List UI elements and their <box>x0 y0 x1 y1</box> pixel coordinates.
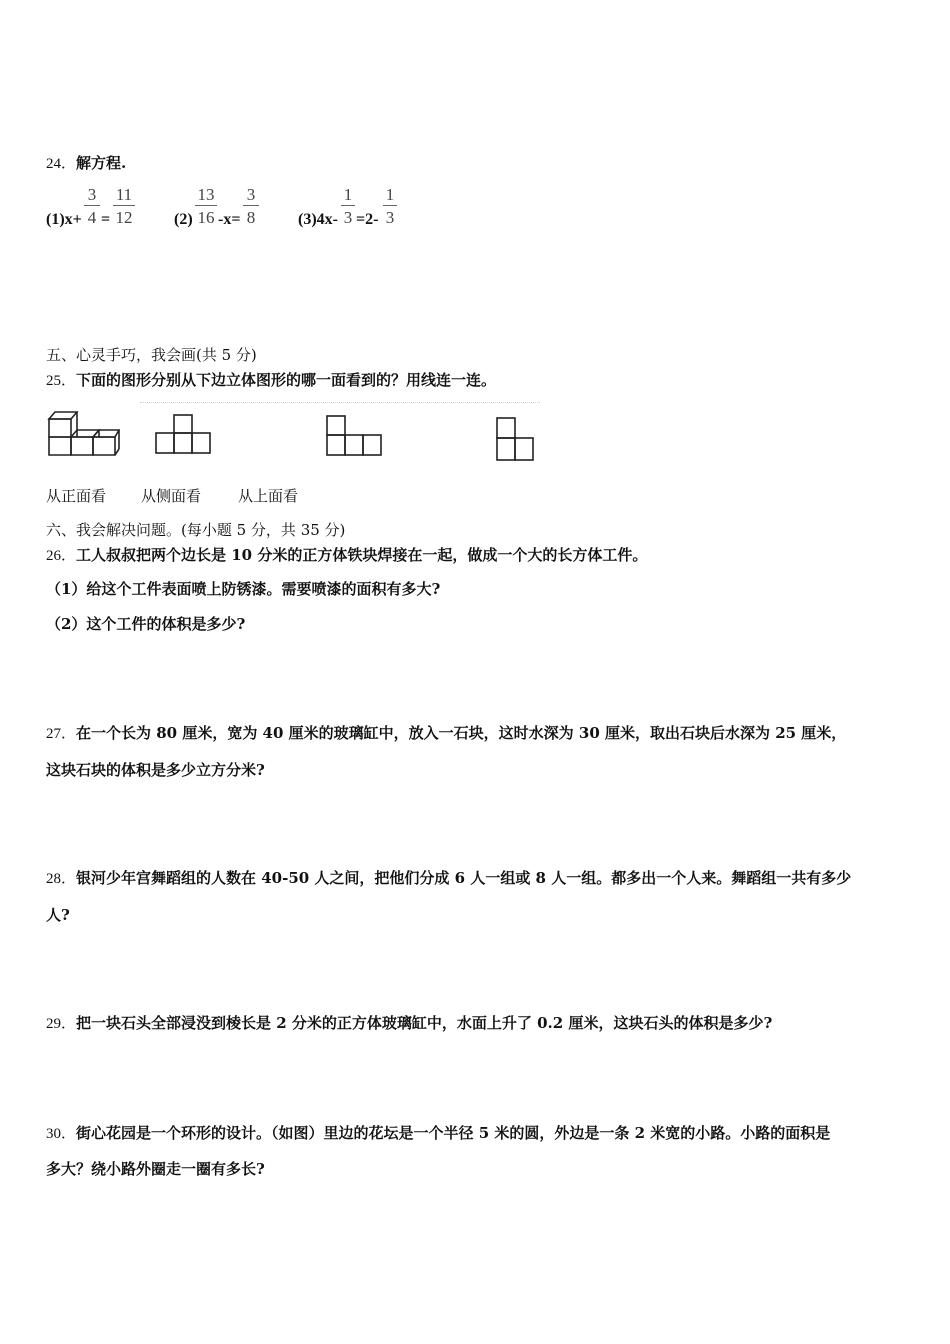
eq3-fraction-1 <box>341 186 355 226</box>
q27-text-1: 在一个长为 80 厘米，宽为 40 厘米的玻璃缸中，放入一石块，这时水深为 30 厘米，取出石块后水深为 25 厘米， <box>76 724 847 742</box>
q24-heading <box>46 152 126 173</box>
fraction-bar <box>84 205 100 206</box>
q24-number: 24． <box>46 156 77 172</box>
scan-noise <box>140 402 540 403</box>
eq2-fraction-1 <box>195 186 217 226</box>
eq3-f1-numerator: 1 <box>343 185 353 204</box>
fraction-bar <box>195 205 217 206</box>
eq2-f1-denominator: 16 <box>197 208 215 227</box>
eq2-fraction-2 <box>243 186 259 226</box>
q26-text: 工人叔叔把两个边长是 10 分米的正方体铁块焊接在一起，做成一个大的长方体工件。 <box>76 546 648 564</box>
eq1-label: (1)x+ <box>46 211 82 228</box>
q28-number: 28． <box>46 871 77 887</box>
q26-heading <box>46 544 647 565</box>
fraction-bar <box>113 205 135 206</box>
eq2-f2-denominator: 8 <box>246 208 256 227</box>
section-5-title: 五、心灵手巧，我会画(共 5 分) <box>46 346 257 364</box>
square <box>327 416 345 435</box>
view-label-front: 从正面看 <box>46 487 107 505</box>
q28-line2: 人? <box>46 906 70 924</box>
q25-text: 下面的图形分别从下边立体图形的哪一面看到的？用线连一连。 <box>76 371 497 389</box>
square <box>515 438 533 460</box>
section-6-title: 六、我会解决问题。(每小题 5 分，共 35 分) <box>46 521 346 539</box>
square <box>327 435 345 455</box>
q30-line1 <box>46 1122 830 1143</box>
q27-number: 27． <box>46 726 77 742</box>
q27-line1 <box>46 722 846 743</box>
q28-text-1: 银河少年宫舞蹈组的人数在 40-50 人之间，把他们分成 6 人一组或 8 人一组。都多出一个人来。舞蹈组一共有多少 <box>76 869 852 887</box>
eq1-fraction-1 <box>84 186 100 226</box>
eq2-label: (2) <box>174 211 193 228</box>
eq1-f1-numerator: 3 <box>87 185 97 204</box>
eq2-f2-numerator: 3 <box>246 185 256 204</box>
cube-face <box>93 437 115 455</box>
q30-number: 30． <box>46 1126 77 1142</box>
eq3-equals-two-minus: =2- <box>356 211 379 228</box>
q27-line2: 这块石块的体积是多少立方分米? <box>46 761 265 779</box>
eq2-minus-x: -x= <box>218 211 241 228</box>
q29-heading <box>46 1012 772 1033</box>
square <box>345 435 363 455</box>
square <box>174 433 192 453</box>
square <box>363 435 381 455</box>
q28-line1 <box>46 867 851 888</box>
eq3-fraction-2 <box>383 186 397 226</box>
eq3-label: (3)4x- <box>298 211 338 228</box>
view-shape-c <box>494 415 538 465</box>
view-label-top: 从上面看 <box>238 487 299 505</box>
square <box>497 438 515 460</box>
fraction-bar <box>341 205 355 206</box>
eq2-f1-numerator: 13 <box>197 185 215 204</box>
q25-number: 25． <box>46 373 77 389</box>
eq3-f2-denominator: 3 <box>385 208 395 227</box>
square <box>192 433 210 453</box>
cube-top <box>49 412 77 419</box>
eq1-f2-denominator: 12 <box>115 208 133 227</box>
q26-number: 26． <box>46 548 77 564</box>
q30-line2: 多大？绕小路外圈走一圈有多长? <box>46 1160 265 1178</box>
view-shape-a <box>154 412 214 458</box>
q29-text: 把一块石头全部浸没到棱长是 2 分米的正方体玻璃缸中，水面上升了 0.2 厘米，这块石头的体积是多少? <box>76 1014 773 1032</box>
square <box>156 433 174 453</box>
eq3-f1-denominator: 3 <box>343 208 353 227</box>
q25-heading <box>46 369 496 390</box>
cube-face <box>49 419 71 437</box>
square <box>497 418 515 438</box>
view-label-side: 从侧面看 <box>141 487 202 505</box>
q26-sub1: （1）给这个工件表面喷上防锈漆。需要喷漆的面积有多大? <box>46 580 441 598</box>
q24-title: 解方程. <box>76 154 127 172</box>
solid-figure <box>44 405 120 461</box>
eq3-f2-numerator: 1 <box>385 185 395 204</box>
q29-number: 29． <box>46 1016 77 1032</box>
eq1-f1-denominator: 4 <box>87 208 97 227</box>
fraction-bar <box>243 205 259 206</box>
q30-text-1: 街心花园是一个环形的设计。（如图）里边的花坛是一个半径 5 米的圆，外边是一条 2 米宽的小路。小路的面积是 <box>76 1124 831 1142</box>
fraction-bar <box>383 205 397 206</box>
view-shape-b <box>325 413 385 459</box>
cube-face <box>49 437 71 455</box>
cube-top <box>93 430 119 437</box>
eq1-fraction-2 <box>113 186 135 226</box>
eq1-equals: = <box>101 211 111 228</box>
q26-sub2: （2）这个工件的体积是多少? <box>46 615 246 633</box>
eq1-f2-numerator: 11 <box>115 185 133 204</box>
cube-face <box>71 437 93 455</box>
square <box>174 415 192 433</box>
